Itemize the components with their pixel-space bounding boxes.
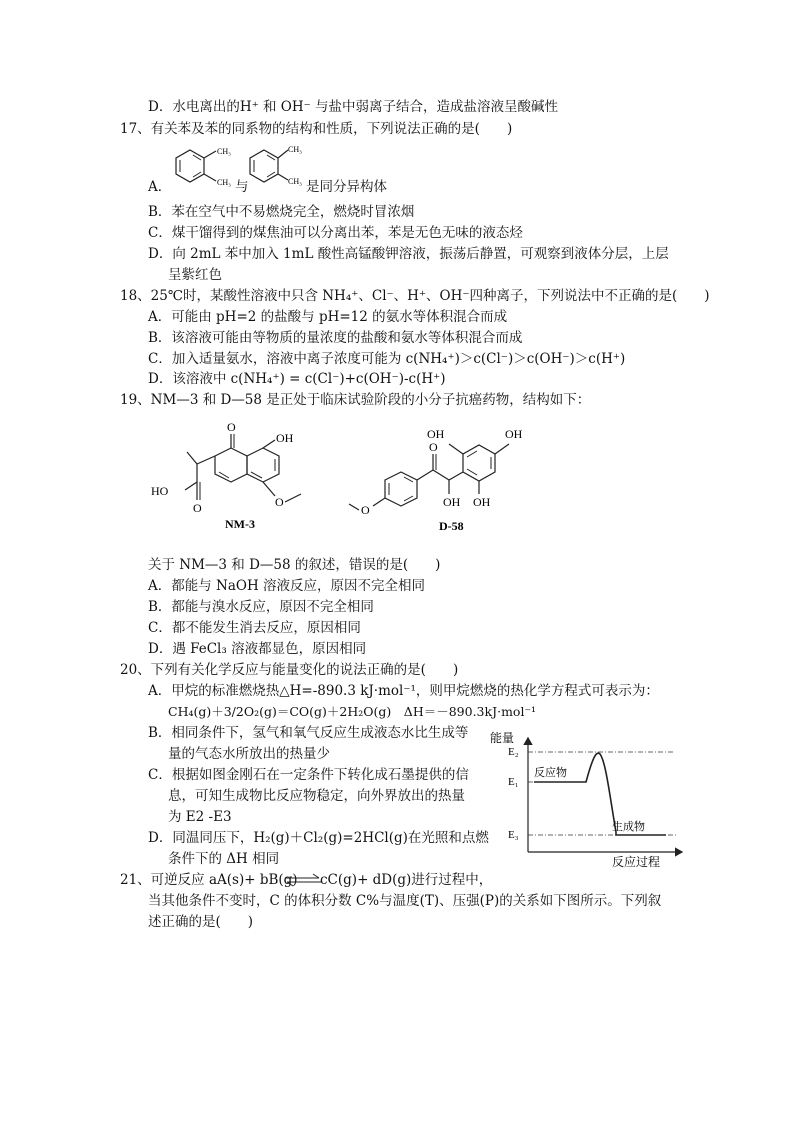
methoxy-oxygen-label: O [275,495,284,509]
q19-question: 关于 NM—3 和 D—58 的叙述，错误的是( ) [148,557,441,573]
q17-option-a-prefix: A． [148,179,172,195]
d58-label: D-58 [439,519,464,533]
q18-stem: 18、25℃时，某酸性溶液中只含 NH₄⁺、Cl⁻、H⁺、OH⁻四种离子，下列说法中不正确的是( ) [120,288,710,304]
methoxy-oxygen-label: O [361,503,370,517]
q16-option-d: D．水电离出的H⁺ 和 OH⁻ 与盐中弱离子结合，造成盐溶液呈酸碱性 [148,99,559,115]
q21-line2: 当其他条件不变时，C 的体积分数 C%与温度(T)、压强(P)的关系如下图所示。下列叙 [148,893,662,909]
o-xylene-structure [166,140,238,190]
q19-stem: 19、NM—3 和 D—58 是正处于临床试验阶段的小分子抗癌药物，结构如下： [120,392,591,408]
q19-option-c: C．都不能发生消去反应，原因相同 [148,620,361,636]
q17-option-a-mid: 与 [235,179,249,195]
carbonyl-oxygen-label: O [227,420,236,434]
x-axis-label: 反应过程 [612,855,661,869]
methyl-label: CH₃ [217,178,231,187]
hydroxyl-label: OH [505,427,523,441]
methyl-label: CH₃ [217,147,231,156]
q20-option-c-line2: 息，可知生成物比反应物稳定，向外界放出的热量 [168,788,465,804]
q17-option-d-line1: D．向 2mL 苯中加入 1mL 酸性高锰酸钾溶液，振荡后静置，可观察到液体分层，上层 [148,246,669,262]
carbonyl-oxygen-label: O [429,440,438,454]
hydroxyl-label: OH [473,495,491,509]
product-label: 生成物 [612,821,645,833]
d58-structure [345,410,545,535]
energy-curve [534,753,666,835]
methyl-label: CH₃ [288,177,302,186]
methyl-label: CH₃ [288,145,302,154]
energy-diagram [488,728,688,870]
q21-line3: 述正确的是( ) [148,914,254,930]
e1-label: E₁ [508,776,519,788]
q21-line1-b: cC(g)+ dD(g)进行过程中， [320,872,493,888]
q20-option-d-line2: 条件下的 ΔH 相同 [168,851,280,867]
q18-option-b: B．该溶液可能由等物质的量浓度的盐酸和氨水等体积混合而成 [148,330,523,346]
e3-label: E₃ [508,829,519,841]
e2-label: E₂ [508,746,519,758]
q20-option-a-line2: CH₄(g)＋3/2O₂(g)＝CO(g)＋2H₂O(g) ΔH＝－890.3kJ·mol⁻¹ [168,704,537,719]
q17-option-c: C．煤干馏得到的煤焦油可以分离出苯，苯是无色无味的液态烃 [148,225,523,241]
q19-option-d: D．遇 FeCl₃ 溶液都显色，原因相同 [148,641,367,657]
q18-option-d: D．该溶液中 c(NH₄⁺) = c(Cl⁻)+c(OH⁻)-c(H⁺) [148,371,446,387]
carboxyl-ho-label: HO [151,484,169,498]
q18-option-c: C．加入适量氨水，溶液中离子浓度可能为 c(NH₄⁺)＞c(Cl⁻)＞c(OH⁻)＞c(H⁺) [148,351,626,367]
q19-option-b: B．都能与溴水反应，原因不完全相同 [148,599,374,615]
q17-stem: 17、有关苯及苯的同系物的结构和性质，下列说法正确的是( ) [120,121,513,137]
reactant-label: 反应物 [534,767,567,779]
equilibrium-arrow [283,872,323,888]
hydroxyl-label: OH [427,427,445,441]
q20-option-b-line2: 量的气态水所放出的热量少 [168,746,330,762]
hydroxyl-label: OH [276,431,294,445]
q20-option-c-line3: 为 E2 -E3 [168,809,232,825]
q20-option-d-line1: D．同温同压下，H₂(g)＋Cl₂(g)=2HCl(g)在光照和点燃 [148,830,489,846]
q19-option-a: A．都能与 NaOH 溶液反应，原因不完全相同 [148,578,426,594]
q18-option-a: A．可能由 pH=2 的盐酸与 pH=12 的氨水等体积混合而成 [148,309,508,325]
hydroxyl-label: OH [443,495,461,509]
y-axis-label: 能量 [490,731,515,745]
q21-line1-a: 21、可逆反应 aA(s)+ bB(g) [120,872,298,888]
m-xylene-structure [246,138,308,190]
q20-option-a-line1: A．甲烷的标准燃烧热△H=-890.3 kJ·mol⁻¹，则甲烷燃烧的热化学方程式可表示为： [148,683,659,699]
carboxyl-oxygen-label: O [193,501,202,515]
q17-option-b: B．苯在空气中不易燃烧完全，燃烧时冒浓烟 [148,204,415,220]
q17-option-a-suffix: 是同分异构体 [306,179,387,195]
nm3-label: NM-3 [225,517,255,531]
q20-option-b-line1: B．相同条件下，氢气和氧气反应生成液态水比生成等 [148,725,469,741]
q17-option-d-line2: 呈紫红色 [168,267,222,283]
nm3-structure [145,418,335,533]
q20-option-c-line1: C．根据如图金刚石在一定条件下转化成石墨提供的信 [148,767,469,783]
q20-stem: 20、下列有关化学反应与能量变化的说法正确的是( ) [120,662,459,678]
